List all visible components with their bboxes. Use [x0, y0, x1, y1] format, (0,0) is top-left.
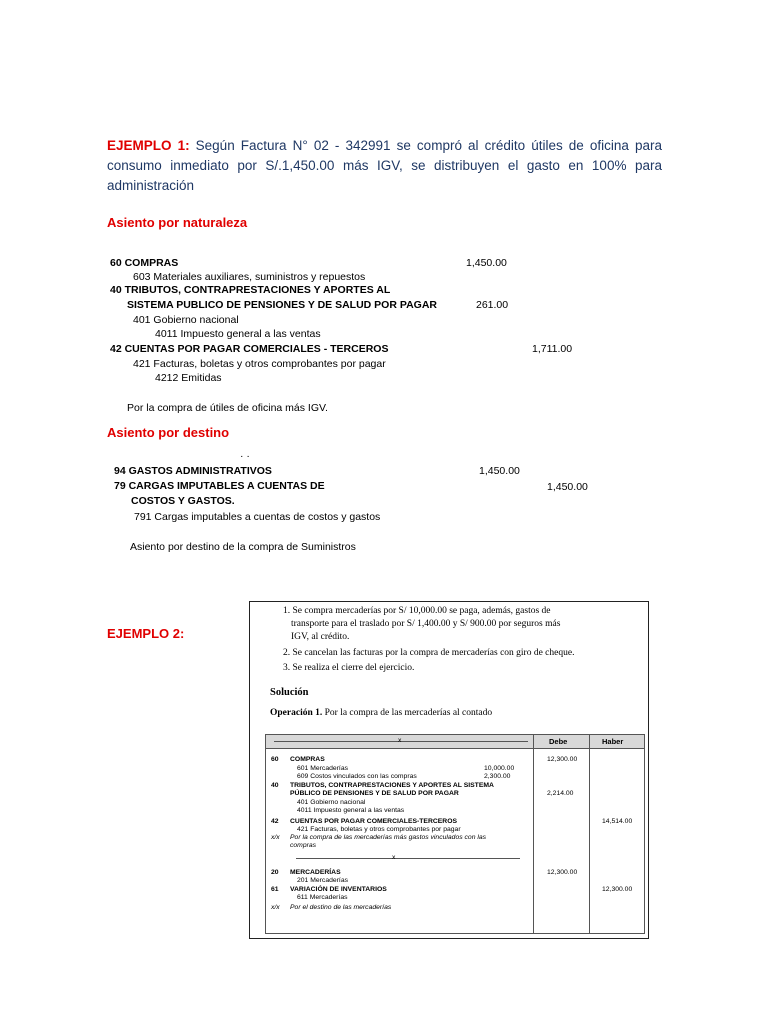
table-row-text: 201 Mercaderías	[297, 877, 349, 884]
table-header-debe: Debe	[549, 737, 568, 746]
table-row-text: Por el destino de las mercaderías	[290, 904, 392, 911]
dest-debe-0: 1,450.00	[479, 465, 520, 477]
table-row-haber: 12,300.00	[602, 886, 633, 893]
table-row-text: MERCADERÍAS	[290, 869, 341, 876]
table-row-code: 20	[271, 869, 279, 876]
dest-line-0: 94 GASTOS ADMINISTRATIVOS	[114, 465, 272, 477]
table-row-text: COMPRAS	[290, 756, 325, 763]
table-row-text: 401 Gobierno nacional	[297, 799, 366, 806]
dest-line-2: COSTOS Y GASTOS.	[131, 495, 235, 507]
table-row-text: VARIACIÓN DE INVENTARIOS	[290, 886, 387, 893]
journal-table	[265, 734, 645, 934]
table-row-subamount: 2,300.00	[484, 773, 511, 780]
table-row-text: 4011 Impuesto general a las ventas	[297, 807, 405, 814]
nat-line-5: 4011 Impuesto general a las ventas	[155, 328, 321, 340]
dest-line-1: 79 CARGAS IMPUTABLES A CUENTAS DE	[114, 480, 325, 492]
table-row-text: CUENTAS POR PAGAR COMERCIALES-TERCEROS	[290, 818, 458, 825]
nat-line-1: 603 Materiales auxiliares, suministros y repuestos	[133, 271, 366, 283]
example2-scanned-box	[249, 601, 649, 939]
table-header-sep: x	[398, 737, 402, 744]
solucion-heading: Solución	[270, 687, 309, 698]
table-row-code: 61	[271, 886, 279, 893]
nat-debe-0: 1,450.00	[466, 257, 507, 269]
table-row-debe: 12,300.00	[547, 869, 578, 876]
nat-line-2: 40 TRIBUTOS, CONTRAPRESTACIONES Y APORTES AL	[110, 284, 391, 296]
table-header-haber: Haber	[602, 737, 624, 746]
example1-paragraph	[107, 136, 662, 196]
table-row-debe: 2,214.00	[547, 790, 574, 797]
nat-line-4: 401 Gobierno nacional	[133, 314, 239, 326]
statement-1c: IGV, al crédito.	[291, 632, 350, 642]
example1-label: EJEMPLO 1:	[107, 138, 190, 153]
dest-dots: · ·	[240, 450, 250, 462]
statement-1: 1. Se compra mercaderías por S/ 10,000.00 se paga, además, gastos de	[283, 606, 551, 616]
table-row-text: 421 Facturas, boletas y otros comprobantes por pagar	[297, 826, 461, 833]
example1-text: Según Factura N° 02 - 342991 se compró al crédito útiles de oficina para consumo inmediato por S/.1,450.00 más IGV, se distribuyen el gasto en 100% para administración	[107, 138, 662, 193]
nat-line-0: 60 COMPRAS	[110, 257, 179, 269]
table-row-debe: 12,300.00	[547, 756, 578, 763]
table-row-code: x/x	[271, 834, 280, 841]
table-separator: x	[392, 854, 396, 861]
dest-line-3: 791 Cargas imputables a cuentas de costos y gastos	[134, 511, 381, 523]
table-row-haber: 14,514.00	[602, 818, 633, 825]
table-row-code: 42	[271, 818, 279, 825]
nat-line-3: SISTEMA PUBLICO DE PENSIONES Y DE SALUD POR PAGAR	[127, 299, 437, 311]
nat-line-6: 42 CUENTAS POR PAGAR COMERCIALES - TERCEROS	[110, 343, 389, 355]
table-row-text: 611 Mercaderías	[297, 894, 348, 901]
dest-haber-1: 1,450.00	[547, 481, 588, 493]
table-separator-line	[296, 858, 520, 859]
nat-glosa: Por la compra de útiles de oficina más IGV.	[127, 402, 328, 414]
table-row-code: 60	[271, 756, 279, 763]
statement-1b: transporte para el traslado por S/ 1,400.00 y S/ 900.00 por seguros más	[291, 619, 561, 629]
table-row-text: 601 Mercaderías	[297, 765, 349, 772]
statement-3: 3. Se realiza el cierre del ejercicio.	[283, 663, 415, 673]
table-row-text: TRIBUTOS, CONTRAPRESTACIONES Y APORTES AL SISTEMA	[290, 782, 494, 789]
table-row-subamount: 10,000.00	[484, 765, 515, 772]
heading-asiento-destino: Asiento por destino	[107, 425, 230, 440]
example2-label: EJEMPLO 2:	[107, 626, 185, 641]
nat-line-8: 4212 Emitidas	[155, 372, 222, 384]
nat-debe-3: 261.00	[476, 299, 509, 311]
table-row-code: x/x	[271, 904, 280, 911]
table-row-text: 609 Costos vinculados con las compras	[297, 773, 417, 780]
operacion-label: Operación 1.	[270, 708, 323, 718]
table-header	[266, 735, 644, 749]
dest-glosa: Asiento por destino de la compra de Suministros	[130, 541, 356, 553]
nat-haber-6: 1,711.00	[532, 343, 573, 355]
heading-asiento-naturaleza: Asiento por naturaleza	[107, 215, 248, 230]
nat-line-7: 421 Facturas, boletas y otros comprobantes por pagar	[133, 358, 386, 370]
table-row-code: 40	[271, 782, 279, 789]
statement-2: 2. Se cancelan las facturas por la compra de mercaderías con giro de cheque.	[283, 648, 575, 658]
table-row-text: PÚBLICO DE PENSIONES Y DE SALUD POR PAGAR	[290, 790, 459, 797]
table-row-text: Por la compra de las mercaderías más gastos vinculados con las	[290, 834, 487, 841]
operacion-text: Por la compra de las mercaderías al contado	[322, 708, 493, 718]
table-row-text: compras	[290, 842, 317, 849]
